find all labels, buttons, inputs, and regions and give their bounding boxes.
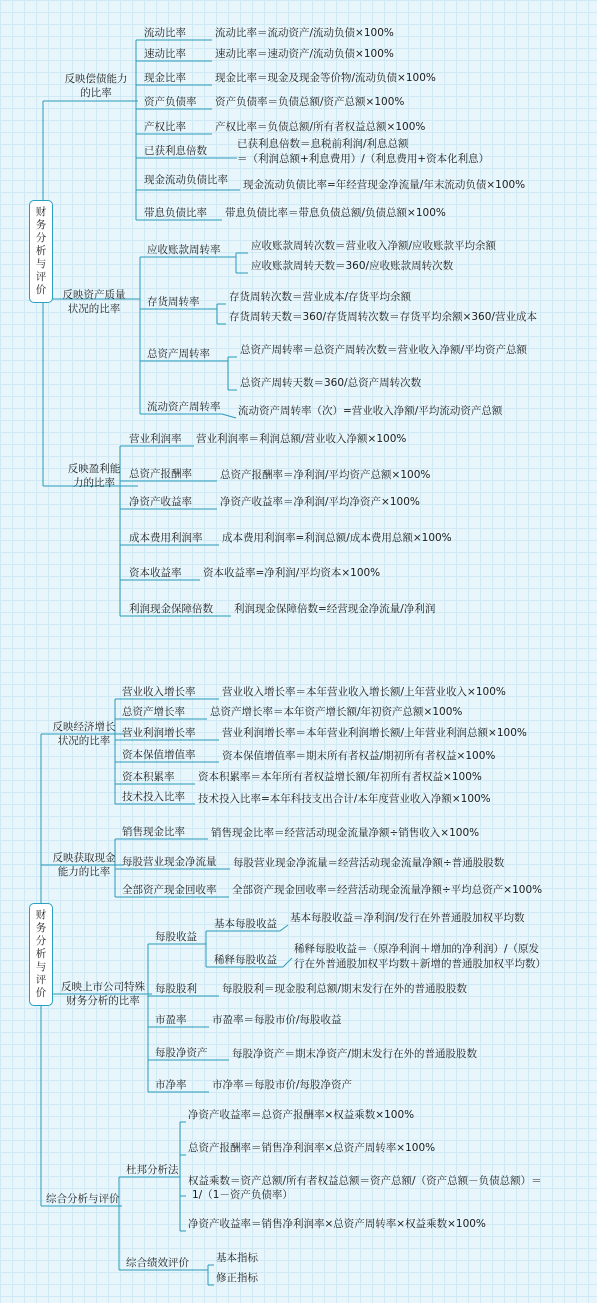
node-capital-accumulation: 资本积累率 (122, 771, 175, 783)
node-cost-profit-ratio: 成本费用利润率 (129, 532, 203, 544)
formula-cash-ratio: 现金比率＝现金及现金等价物/流动负债×100% (215, 72, 436, 84)
group-label-comprehensive: 综合分析与评价 (46, 1193, 120, 1205)
node-equity-ratio: 产权比率 (144, 121, 186, 133)
formula-dupont-1: 净资产收益率＝总资产报酬率×权益乘数×100% (188, 1109, 415, 1121)
node-return-on-equity: 净资产收益率 (129, 496, 192, 508)
node-total-asset-turnover: 总资产周转率 (147, 348, 210, 360)
formula-dupont-4: 净资产收益率＝销售净利润率×总资产周转率×权益乘数×100% (188, 1218, 486, 1230)
node-operating-profit-margin: 营业利润率 (129, 433, 182, 445)
formula-receivables-turnover-2: 应收账款周转天数＝360/应收账款周转次数 (251, 260, 454, 272)
formula-equity-ratio: 产权比率＝负债总额/所有者权益总额×100% (215, 121, 426, 133)
formula-total-asset-turnover-1: 总资产周转率＝总资产周转次数＝营业收入净额/平均资产总额 (240, 344, 528, 356)
formula-debt-ratio: 资产负债率＝负债总额/资产总额×100% (215, 96, 405, 108)
formula-pb-ratio: 市净率＝每股市价/每股净资产 (212, 1079, 353, 1091)
node-debt-ratio: 资产负债率 (144, 96, 197, 108)
node-current-asset-turnover: 流动资产周转率 (147, 401, 221, 413)
node-eps: 每股收益 (155, 931, 197, 943)
root-node-financial-analysis-2: 财 务 分 析 与 评 价 (29, 903, 53, 1006)
formula-quick-ratio: 速动比率＝速动资产/流动负债×100% (215, 48, 394, 60)
formula-times-interest-earned-2: ＝（利润总额+利息费用）/（利息费用+资本化利息） (237, 153, 490, 165)
formula-inventory-turnover-1: 存货周转次数＝营业成本/存货平均余额 (229, 291, 412, 303)
formula-pe-ratio: 市盈率＝每股市价/每股收益 (212, 1014, 342, 1026)
formula-inventory-turnover-2: 存货周转天数＝360/存货周转次数＝存货平均余额×360/营业成本 (229, 311, 537, 323)
node-cash-current-debt-ratio: 现金流动负债比率 (144, 174, 228, 186)
group-label-profitability: 反映盈利能 力的比率 (67, 463, 121, 489)
node-asset-growth: 总资产增长率 (122, 706, 185, 718)
formula-dupont-3b: 1/（1－资产负债率） (192, 1189, 293, 1201)
node-performance-evaluation: 综合绩效评价 (126, 1257, 189, 1269)
formula-sales-cash-ratio: 销售现金比率＝经营活动现金流量净额÷销售收入×100% (211, 827, 480, 839)
node-capital-preservation: 资本保值增值率 (122, 749, 196, 761)
node-revenue-growth: 营业收入增长率 (122, 686, 196, 698)
formula-operating-cash-per-share: 每股营业现金净流量＝经营活动现金流量净额÷普通股股数 (233, 857, 505, 869)
node-operating-profit-growth: 营业利润增长率 (122, 727, 196, 739)
formula-current-ratio: 流动比率＝流动资产/流动负债×100% (215, 27, 394, 39)
formula-return-on-capital: 资本收益率=净利润/平均资本×100% (203, 567, 381, 579)
node-quick-ratio: 速动比率 (144, 48, 186, 60)
formula-cost-profit-ratio: 成本费用利润率=利润总额/成本费用总额×100% (222, 532, 452, 544)
group-label-growth: 反映经济增长 状况的比率 (52, 721, 116, 747)
node-basic-eps: 基本每股收益 (214, 918, 277, 930)
formula-diluted-eps-2: 行在外普通股加权平均数＋新增的普通股加权平均数） (294, 958, 546, 970)
formula-tech-input-ratio: 技术投入比率=本年科技支出合计/本年度营业收入净额×100% (198, 793, 491, 805)
formula-times-interest-earned-1: 已获利息倍数＝息税前利润/利息总额 (237, 138, 409, 150)
formula-profit-cash-coverage: 利润现金保障倍数=经营现金净流量/净利润 (234, 603, 436, 615)
formula-operating-profit-margin: 营业利润率＝利润总额/营业收入净额×100% (196, 433, 407, 445)
node-pb-ratio: 市净率 (155, 1079, 187, 1091)
formula-dividend-per-share: 每股股利＝现金股利总额/期末发行在外的普通股股数 (222, 983, 468, 995)
node-cash-ratio: 现金比率 (144, 72, 186, 84)
formula-diluted-eps-1: 稀释每股收益＝（原净利润＋增加的净利润）/（原发 (294, 943, 540, 955)
formula-basic-eps: 基本每股收益＝净利润/发行在外普通股加权平均数 (290, 912, 525, 924)
root-node-financial-analysis-1: 财 务 分 析 与 评 价 (29, 200, 53, 303)
formula-bvps: 每股净资产＝期末净资产/期末发行在外的普通股股数 (232, 1048, 478, 1060)
node-times-interest-earned: 已获利息倍数 (144, 145, 207, 157)
node-interest-bearing-debt-ratio: 带息负债比率 (144, 207, 207, 219)
formula-cash-recovery-rate: 全部资产现金回收率＝经营活动现金流量净额÷平均总资产×100% (232, 884, 543, 896)
node-profit-cash-coverage: 利润现金保障倍数 (129, 603, 213, 615)
node-receivables-turnover: 应收账款周转率 (147, 244, 221, 256)
node-diluted-eps: 稀释每股收益 (214, 954, 277, 966)
node-return-on-capital: 资本收益率 (129, 567, 182, 579)
formula-asset-growth: 总资产增长率＝本年资产增长额/年初资产总额×100% (210, 706, 463, 718)
formula-total-asset-turnover-2: 总资产周转天数＝360/总资产周转次数 (240, 377, 422, 389)
formula-operating-profit-growth: 营业利润增长率＝本年营业利润增长额/上年营业利润总额×100% (222, 727, 527, 739)
formula-dupont-3a: 权益乘数＝资产总额/所有者权益总额＝资产总额/（资产总额－负债总额）＝ (188, 1175, 542, 1187)
connector-line (283, 958, 292, 967)
formula-revenue-growth: 营业收入增长率＝本年营业收入增长额/上年营业收入×100% (222, 686, 506, 698)
formula-dupont-2: 总资产报酬率＝销售净利润率×总资产周转率×100% (188, 1142, 436, 1154)
node-current-ratio: 流动比率 (144, 27, 186, 39)
node-dupont: 杜邦分析法 (126, 1164, 179, 1176)
formula-current-asset-turnover: 流动资产周转率（次）=营业收入净额/平均流动资产总额 (238, 405, 503, 417)
group-label-cash-ability: 反映获取现金 能力的比率 (52, 852, 116, 878)
node-dividend-per-share: 每股股利 (155, 983, 197, 995)
formula-capital-accumulation: 资本积累率＝本年所有者权益增长额/年初所有者权益×100% (198, 771, 482, 783)
formula-cash-current-debt-ratio: 现金流动负债比率=年经营现金净流量/年末流动负债×100% (243, 179, 526, 191)
node-modifying-indicators: 修正指标 (216, 1272, 258, 1284)
connector-line (280, 925, 288, 931)
node-cash-recovery-rate: 全部资产现金回收率 (122, 884, 217, 896)
node-inventory-turnover: 存货周转率 (147, 296, 200, 308)
node-basic-indicators: 基本指标 (216, 1252, 258, 1264)
formula-capital-preservation: 资本保值增值率＝期末所有者权益/期初所有者权益×100% (222, 750, 496, 762)
formula-receivables-turnover-1: 应收账款周转次数＝营业收入净额/应收账款平均余额 (251, 240, 497, 252)
group-label-asset-quality: 反映资产质量 状况的比率 (62, 289, 126, 315)
formula-return-on-equity: 净资产收益率＝净利润/平均净资产×100% (220, 496, 420, 508)
node-bvps: 每股净资产 (155, 1047, 208, 1059)
node-operating-cash-per-share: 每股营业现金净流量 (122, 856, 217, 868)
formula-return-on-assets: 总资产报酬率＝净利润/平均资产总额×100% (220, 469, 431, 481)
group-label-listed-company: 反映上市公司特殊 财务分析的比率 (61, 981, 145, 1007)
node-sales-cash-ratio: 销售现金比率 (122, 826, 185, 838)
node-pe-ratio: 市盈率 (155, 1014, 187, 1026)
group-label-solvency: 反映偿债能力 的比率 (64, 73, 128, 99)
node-tech-input-ratio: 技术投入比率 (122, 791, 185, 803)
formula-interest-bearing-debt-ratio: 带息负债比率＝带息负债总额/负债总额×100% (225, 207, 446, 219)
node-return-on-assets: 总资产报酬率 (129, 468, 192, 480)
connector-line (222, 414, 236, 418)
